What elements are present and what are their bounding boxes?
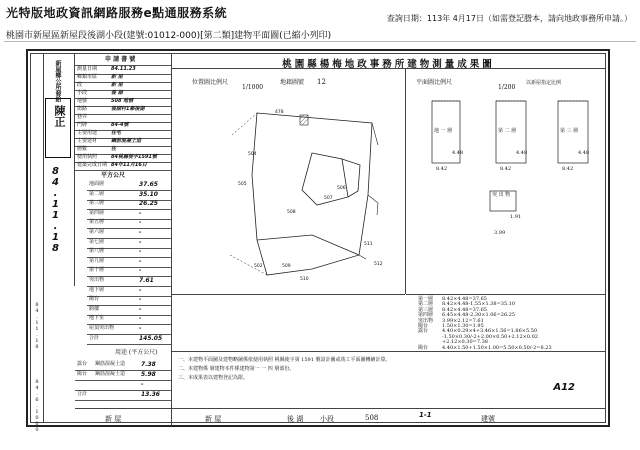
accessory-label: 陽台: [77, 371, 88, 377]
row-divider: [75, 400, 171, 401]
row-divider: [87, 344, 171, 345]
info-label: 門牌: [77, 122, 88, 128]
accessory-value: 13.36: [141, 391, 160, 398]
parcel-512: 512: [374, 262, 383, 267]
area-label: 屋頂突出物: [89, 325, 115, 331]
survey-document: [26, 49, 610, 433]
area-label: 騎樓: [89, 305, 100, 312]
site-scale-label: 位置圖比例尺: [192, 79, 229, 86]
row-divider: [75, 90, 171, 91]
parcel-509: 509: [282, 264, 291, 269]
info-value: 84桃縣使字1591號: [111, 154, 157, 160]
note-line: 一、本建物平面圖及建物略圖係依使用執照 桃縣使字第 1591 號設計圖或竣工平面圖轉繪計算。: [178, 357, 391, 363]
area-label: 地下層: [89, 286, 105, 293]
info-label: 層數: [77, 146, 88, 152]
info-value: 住: [111, 146, 117, 152]
note-line: 三、本成果表以建物登記為限。: [178, 375, 249, 381]
floor-plan-area: [406, 69, 605, 294]
site-plan: [172, 69, 406, 294]
left-margin: [31, 54, 44, 433]
accessory-value: 5.98: [141, 371, 156, 378]
row-divider: [75, 170, 171, 171]
calc-formula: 6.45×4.48-2.30×1.06=26.25: [442, 312, 516, 319]
footer-parcel-suffix: 1-1: [419, 411, 432, 419]
parcel-478: 478: [275, 110, 284, 115]
row-divider: [75, 380, 171, 381]
calc-formula: 4.40×1.50+1.50×1.00=5.50×0.50/-2=8.23: [442, 344, 552, 351]
area-label: 陽台: [89, 296, 100, 303]
official-seal: 陳正: [45, 98, 71, 158]
area-value: 145.05: [139, 334, 163, 342]
plan-outline-roof: [490, 191, 516, 211]
area-value: -: [139, 248, 142, 256]
info-value: 住宅: [111, 130, 122, 136]
calc-formula: -1.50×0.30/-2+2.00×0.50+2.12×0.02: [442, 333, 538, 340]
corner-code: 84.6.1000: [34, 379, 40, 433]
calc-label: 露台: [418, 328, 429, 335]
info-value: 84.11.23: [111, 66, 136, 72]
info-label: 巷弄: [77, 114, 88, 120]
footer-parcel: 508: [365, 414, 379, 422]
floor-name: 第 三 層: [560, 128, 579, 134]
doc-title: 桃園縣楊梅地政事務所建物測量成果圖: [282, 59, 495, 70]
info-value: 508 地號: [111, 98, 134, 104]
calc-label: 第三層: [418, 306, 434, 313]
row-divider: [87, 296, 171, 297]
floor-depth: 4.48: [516, 150, 528, 156]
info-label: 小段: [77, 90, 88, 96]
info-label: 建築完成日期: [77, 162, 108, 168]
parcel-507: 507: [324, 196, 333, 201]
row-divider: [87, 305, 171, 306]
footer-row: [75, 408, 605, 427]
area-label: 第六層: [89, 229, 105, 235]
floor-width: 8.42: [500, 166, 512, 172]
area-value: 35.10: [139, 190, 158, 198]
calc-formula: 8.42×4.48=37.65: [442, 306, 487, 313]
parcel-506: 506: [337, 186, 346, 191]
area-value: -: [139, 257, 142, 265]
floor-name: 突 出 物: [492, 192, 511, 198]
stamp-column: [44, 54, 75, 286]
footer-number-label: 建號: [481, 415, 495, 423]
land-sheet-value: 12: [317, 78, 326, 86]
plan-outline-floor-1: [432, 101, 460, 163]
accessory-material: 鋼筋混凝土造: [95, 361, 126, 367]
area-label: 第二層: [89, 190, 105, 197]
calc-label: 第四層: [418, 312, 434, 319]
footer-district: 新 屋: [205, 415, 222, 423]
area-value: 37.65: [139, 181, 158, 188]
footer-county: 新 屋: [105, 415, 122, 423]
signature: A12: [553, 382, 575, 393]
row-divider: [75, 146, 171, 147]
area-label: 第五層: [89, 219, 105, 226]
site-plan-drawing: [172, 95, 405, 293]
calc-label: 突出物: [418, 317, 434, 324]
info-value: 鋼筋混凝土造: [111, 138, 142, 144]
floor-name: 地 一 層: [434, 128, 453, 134]
area-calculation: [406, 294, 605, 351]
area-label: 第三層: [89, 200, 105, 207]
floor-name: 第 二 層: [498, 128, 517, 134]
info-label: 街路: [77, 106, 88, 112]
parcel-510: 510: [300, 277, 309, 282]
area-value: -: [139, 238, 142, 246]
area-value: -: [139, 229, 142, 236]
parcel-outline: [252, 113, 372, 275]
area-value: 26.25: [139, 200, 158, 208]
info-label: 使用執照: [77, 154, 98, 160]
parcel-505: 505: [238, 182, 247, 187]
area-label: 合計: [89, 334, 100, 341]
page-title: 光特版地政資訊網路服務e點通服務系統: [6, 6, 228, 20]
blank-area: [172, 294, 405, 351]
info-header: 申 請 書 號: [105, 56, 136, 63]
floor-depth: 1.91: [510, 214, 522, 220]
calc-label: 陽台: [418, 323, 429, 329]
header-divider: [4, 41, 636, 42]
floor-width: 8.42: [562, 166, 574, 172]
footer-section: 後 湖: [287, 415, 304, 423]
area-label: 地下室: [89, 315, 105, 322]
accessory-value: 7.38: [141, 361, 156, 368]
calc-label: 第二層: [418, 301, 434, 308]
calc-formula: 8.42×4.48=37.65: [442, 296, 487, 302]
area-header: 平方公尺: [101, 172, 126, 179]
accessory-header: 用途 (平方公尺): [115, 349, 158, 356]
accessory-value: -: [141, 381, 144, 388]
notes-area: [172, 351, 605, 408]
area-value: -: [139, 315, 142, 323]
area-value: 7.61: [139, 277, 154, 284]
area-label: 第七層: [89, 238, 105, 245]
area-value: -: [139, 286, 142, 294]
floor-scale-label: 平面圖比例尺: [416, 79, 453, 86]
calc-formula: +2.12×0.30=7.38: [442, 339, 488, 346]
row-divider: [75, 82, 171, 83]
info-table: [75, 54, 172, 426]
calc-label: 第一層: [418, 296, 434, 302]
plan-outline-floor-2: [496, 101, 526, 163]
accessory-label: 露台: [77, 361, 88, 367]
area-value: -: [139, 296, 142, 304]
calc-formula: 1.50×1.30=1.95: [442, 323, 484, 329]
calc-formula: 4.40×0.29×4+3.46×1.56=1.86×5.50: [442, 328, 538, 335]
info-value: 84年11月16日: [111, 162, 147, 168]
area-label: 第八層: [89, 248, 105, 255]
info-label: 主要用途: [77, 130, 98, 136]
parcel-502: 502: [254, 264, 263, 269]
floor-width: 8.42: [436, 166, 448, 172]
floor-width: 3.99: [494, 230, 506, 236]
area-value: -: [139, 209, 142, 217]
page-subtitle: 桃園市新屋區新屋段後湖小段(建號:01012-000)[第二類]建物平面圖(已縮小列印): [6, 31, 332, 41]
info-value: 84-4號: [111, 122, 129, 128]
floor-plan-drawing: [406, 95, 606, 294]
area-label: 第十層: [89, 267, 105, 274]
calc-formula: 8.42×4.48-1.55×1.38=35.10: [442, 301, 516, 308]
info-value: 後 湖: [111, 90, 123, 96]
parcel-508: 508: [287, 210, 296, 215]
info-value: 後湖村1鄰後湖: [111, 106, 145, 112]
floor-depth: 4.48: [578, 150, 590, 156]
parcel-boundary-south: [257, 235, 359, 255]
area-value: -: [139, 325, 142, 332]
site-scale-value: 1/1000: [242, 84, 264, 91]
stamp-issuer: 新屋鄉公所發給: [54, 60, 61, 102]
info-label: 地號: [77, 98, 88, 104]
floor-scale-value: 1/200: [498, 84, 516, 91]
info-label: 主要建材: [77, 138, 98, 144]
area-label: 地面層: [89, 181, 105, 187]
calc-label: 陽台: [418, 344, 429, 351]
footer-subsection: 小段: [320, 415, 334, 423]
info-label: 鄉鎮市區: [77, 74, 98, 80]
floor-depth: 4.48: [452, 150, 464, 156]
title-bar: [172, 54, 605, 69]
left-date-label: 84.11.18: [34, 302, 40, 350]
info-value: 新 屋: [111, 74, 123, 80]
area-value: -: [139, 267, 142, 275]
area-label: 第四層: [89, 209, 105, 216]
area-label: 第九層: [89, 257, 105, 264]
floor-scale-suffix: 以新屋指定比例: [526, 80, 562, 86]
row-divider: [75, 114, 171, 115]
parcel-511: 511: [364, 242, 373, 247]
calc-formula: 3.99×2.12=7.61: [442, 317, 484, 324]
area-value: -: [139, 219, 142, 227]
note-line: 二、本建物係 層建物本件係建物第一 一 四 層部份。: [178, 366, 295, 372]
info-label: 段: [77, 82, 83, 88]
land-sheet-label: 地籍圖號: [280, 79, 305, 86]
accessory-material: 鋼筋混凝土造: [95, 371, 126, 377]
query-date: 查詢日期：113年 4月17日（如需登記謄本，請向地政事務所申請。）: [386, 14, 632, 23]
info-label: 測量日期: [77, 66, 98, 72]
area-label: 突出物: [89, 277, 105, 283]
info-value: 新 屋: [111, 82, 123, 88]
accessory-label: 合計: [77, 391, 88, 397]
area-value: -: [139, 305, 142, 313]
plan-outline-floor-3: [558, 101, 588, 163]
parcel-504: 504: [248, 152, 257, 157]
stamp-date: 84.11.18: [50, 166, 61, 254]
